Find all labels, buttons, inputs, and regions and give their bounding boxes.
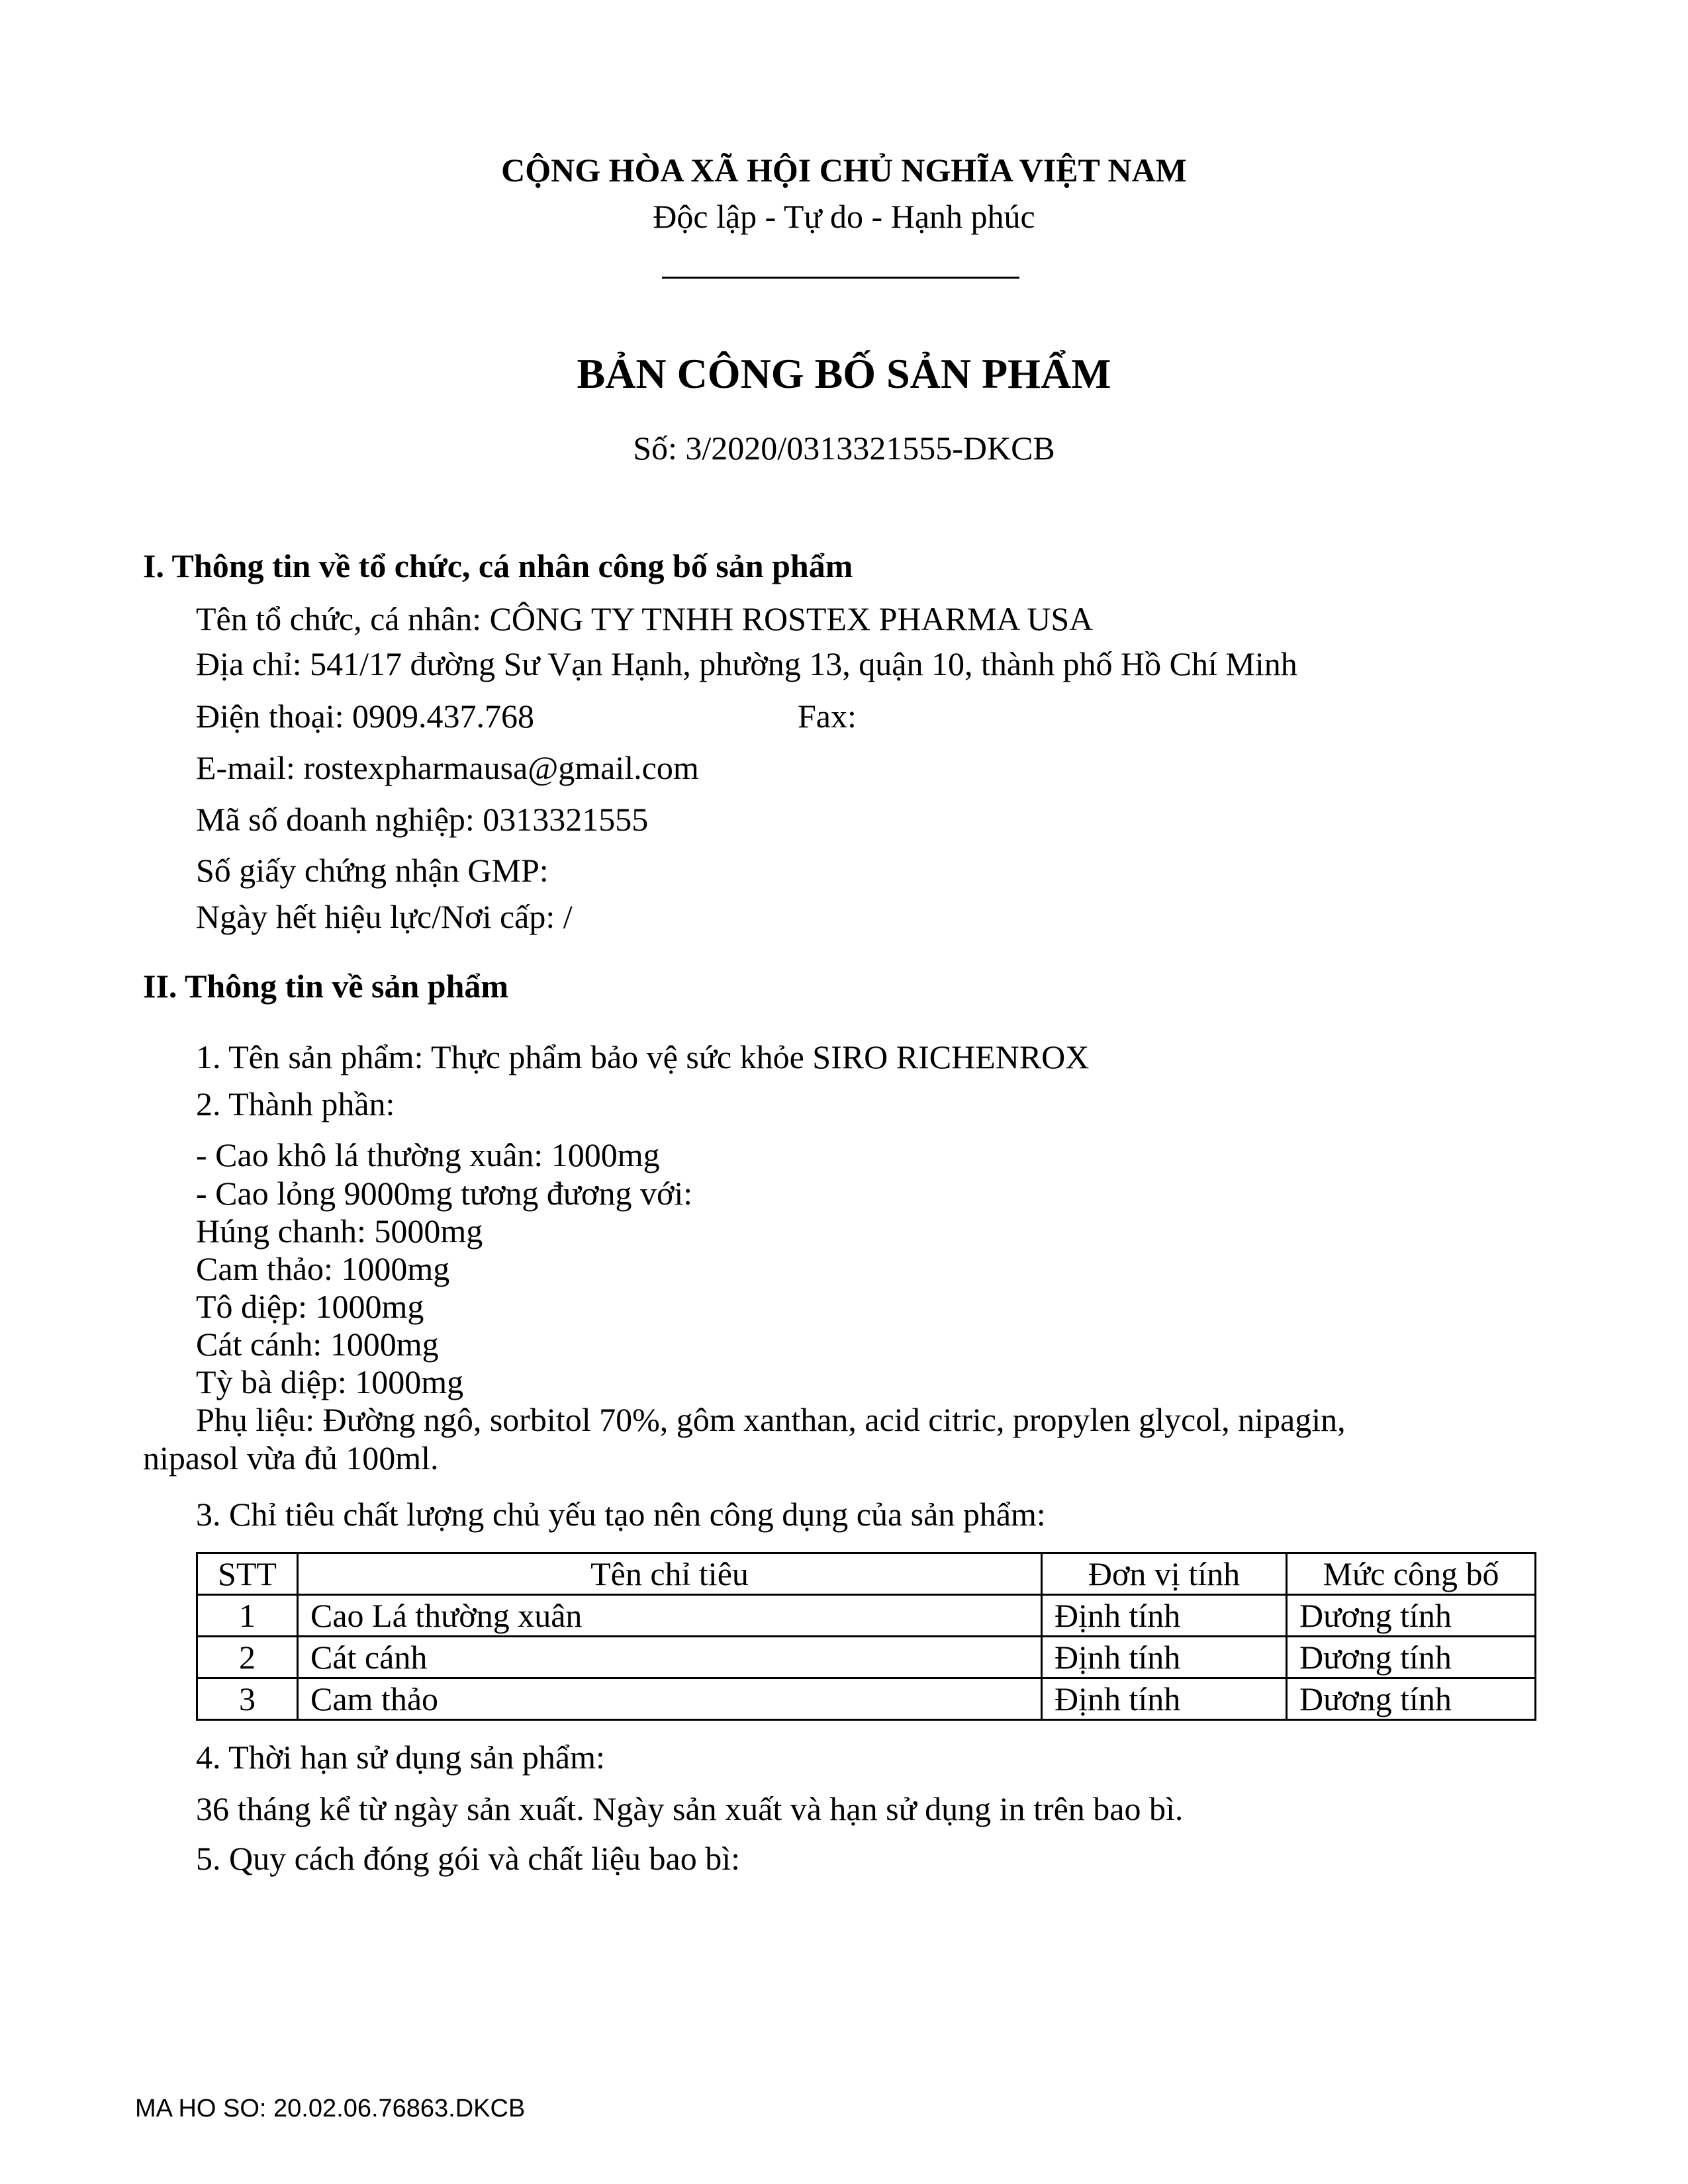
table-cell: Dương tính (1287, 1595, 1536, 1637)
ingredient-item: - Cao khô lá thường xuân: 1000mg (196, 1136, 660, 1173)
ingredient-item: Cam thảo: 1000mg (196, 1250, 450, 1287)
table-header-cell: STT (197, 1553, 298, 1595)
table-cell: Định tính (1042, 1678, 1287, 1720)
ingredient-item: Tô diệp: 1000mg (196, 1288, 424, 1325)
ingredient-item: - Cao lỏng 9000mg tương đương với: (196, 1175, 693, 1212)
quality-table (196, 1552, 1536, 1721)
table-cell: 2 (197, 1637, 298, 1678)
dossier-code: MA HO SO: 20.02.06.76863.DKCB (135, 2095, 526, 2122)
table-cell: Định tính (1042, 1637, 1287, 1678)
table-cell: Dương tính (1287, 1637, 1536, 1678)
table-cell: Dương tính (1287, 1678, 1536, 1720)
shelf-life-label: 4. Thời hạn sử dụng sản phẩm: (196, 1739, 605, 1776)
packaging-label: 5. Quy cách đóng gói và chất liệu bao bì: (196, 1840, 740, 1877)
shelf-life-text: 36 tháng kể từ ngày sản xuất. Ngày sản xuất và hạn sử dụng in trên bao bì. (196, 1790, 1184, 1827)
table-header-row (197, 1553, 1536, 1595)
excipients-line-2: nipasol vừa đủ 100ml. (143, 1439, 439, 1477)
org-gmp: Số giấy chứng nhận GMP: (196, 852, 549, 889)
table-row (197, 1637, 1536, 1678)
org-phone: Điện thoại: 0909.437.768 (196, 698, 535, 735)
table-row (197, 1595, 1536, 1637)
table-cell: Định tính (1042, 1595, 1287, 1637)
composition-label: 2. Thành phần: (196, 1085, 395, 1122)
table-header-cell: Mức công bố (1287, 1553, 1536, 1595)
org-email: E-mail: rostexpharmausa@gmail.com (196, 749, 699, 786)
table-header-cell: Tên chỉ tiêu (298, 1553, 1042, 1595)
table-cell: Cam thảo (298, 1678, 1042, 1720)
quality-label: 3. Chỉ tiêu chất lượng chủ yếu tạo nên công dụng của sản phẩm: (196, 1496, 1046, 1533)
org-fax: Fax: (798, 698, 857, 735)
table-cell: 3 (197, 1678, 298, 1720)
table-cell: Cát cánh (298, 1637, 1042, 1678)
org-name: Tên tổ chức, cá nhân: CÔNG TY TNHH ROSTEX PHARMA USA (196, 600, 1094, 637)
table-row (197, 1678, 1536, 1720)
org-tax-code: Mã số doanh nghiệp: 0313321555 (196, 801, 649, 838)
motto: Độc lập - Tự do - Hạnh phúc (653, 198, 1035, 235)
table-cell: Cao Lá thường xuân (298, 1595, 1042, 1637)
header-divider (662, 277, 1019, 279)
excipients-line-1: Phụ liệu: Đường ngô, sorbitol 70%, gôm xanthan, acid citric, propylen glycol, nipagin, (196, 1401, 1346, 1438)
ingredient-item: Húng chanh: 5000mg (196, 1212, 483, 1250)
document-title: BẢN CÔNG BỐ SẢN PHẨM (577, 350, 1111, 397)
nation-heading: CỘNG HÒA XÃ HỘI CHỦ NGHĨA VIỆT NAM (501, 152, 1187, 189)
section-1-heading: I. Thông tin về tổ chức, cá nhân công bố sản phẩm (143, 547, 853, 584)
ingredient-item: Cát cánh: 1000mg (196, 1326, 439, 1363)
product-name: 1. Tên sản phẩm: Thực phẩm bảo vệ sức khỏe SIRO RICHENROX (196, 1038, 1090, 1075)
table-header-cell: Đơn vị tính (1042, 1553, 1287, 1595)
ingredient-item: Tỳ bà diệp: 1000mg (196, 1363, 464, 1400)
org-expiry: Ngày hết hiệu lực/Nơi cấp: / (196, 898, 573, 935)
table-cell: 1 (197, 1595, 298, 1637)
section-2-heading: II. Thông tin về sản phẩm (143, 968, 509, 1005)
org-address: Địa chỉ: 541/17 đường Sư Vạn Hạnh, phường 13, quận 10, thành phố Hồ Chí Minh (196, 645, 1297, 682)
document-number: Số: 3/2020/0313321555-DKCB (633, 430, 1055, 467)
